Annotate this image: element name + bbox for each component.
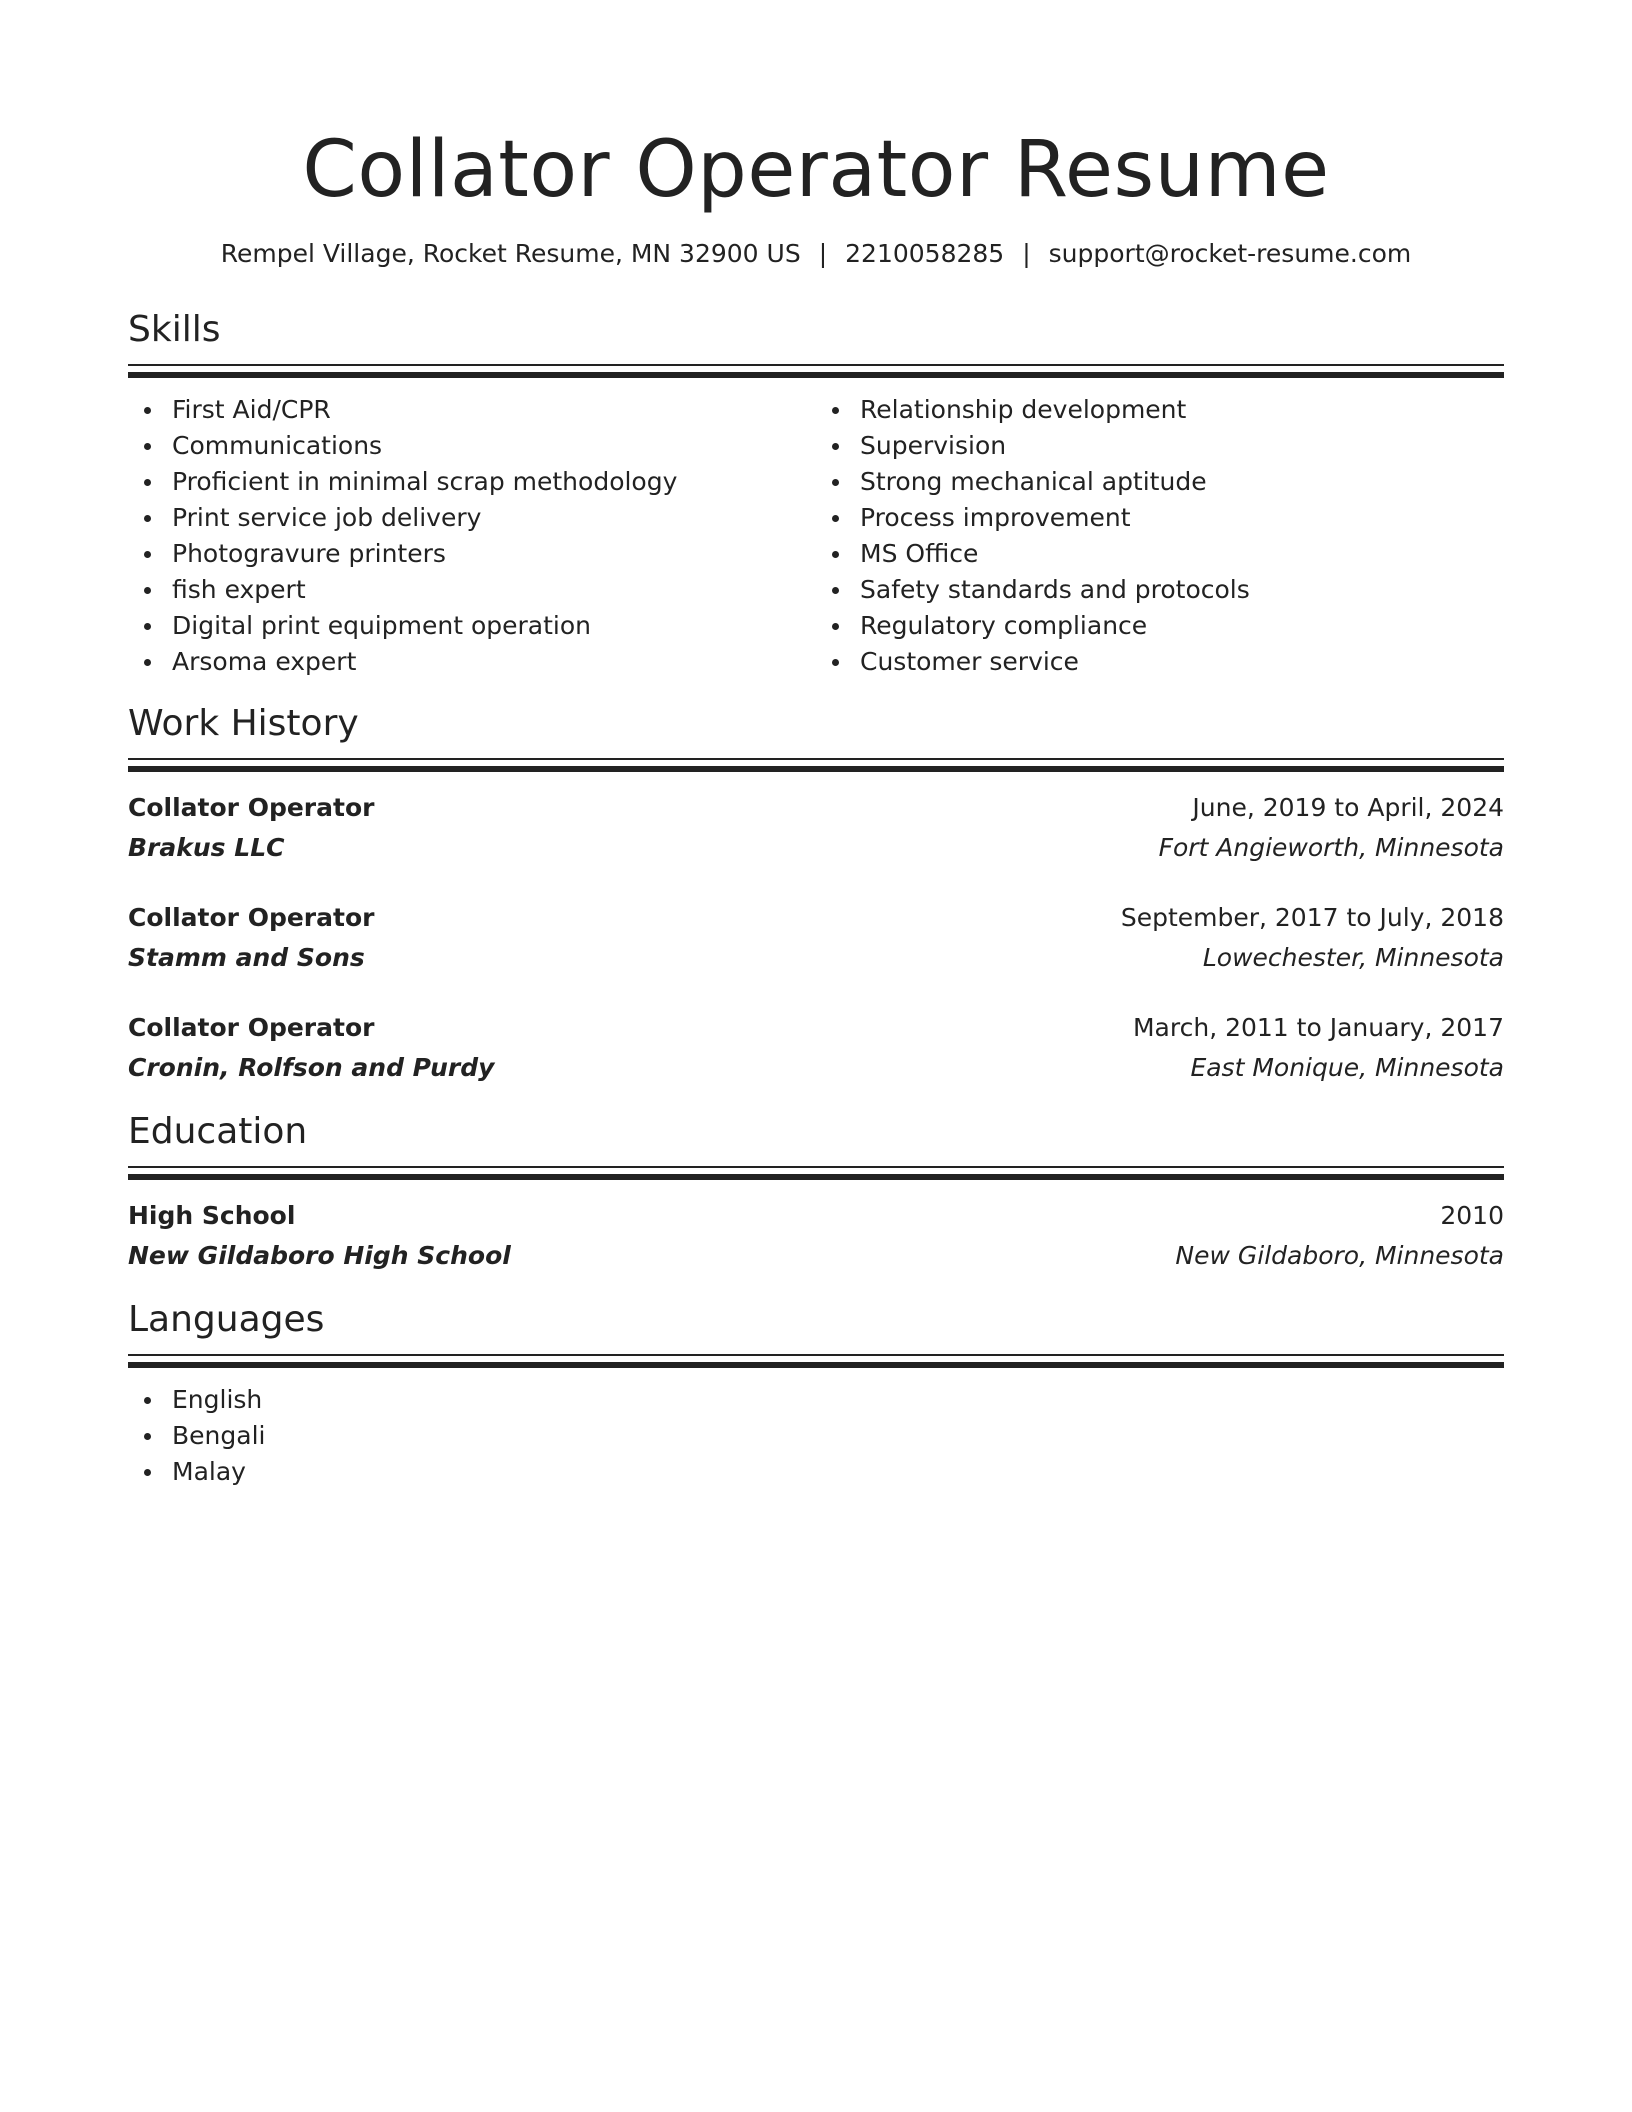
skill-item: Regulatory compliance <box>816 608 1504 644</box>
work-entry-bottom-row <box>128 1048 1504 1088</box>
skill-item: Customer service <box>816 644 1504 680</box>
languages-items <box>128 1382 1504 1490</box>
job-location: East Monique, Minnesota <box>1190 1053 1504 1082</box>
education-section <box>128 1110 1504 1276</box>
skill-item: First Aid/CPR <box>128 392 816 428</box>
work-entry <box>128 1008 1504 1088</box>
skill-item: Photogravure printers <box>128 536 816 572</box>
skill-item: Digital print equipment operation <box>128 608 816 644</box>
company-name: Stamm and Sons <box>128 943 365 972</box>
company-name: Cronin, Rolfson and Purdy <box>128 1053 495 1082</box>
graduation-year: 2010 <box>1440 1201 1504 1230</box>
skill-item: MS Office <box>816 536 1504 572</box>
language-item: Bengali <box>128 1418 1504 1454</box>
skill-item: Safety standards and protocols <box>816 572 1504 608</box>
languages-section <box>128 1298 1504 1490</box>
skill-item: Proficient in minimal scrap methodology <box>128 464 816 500</box>
job-dates: September, 2017 to July, 2018 <box>1120 903 1504 932</box>
job-title: Collator Operator <box>128 793 375 822</box>
work-entry <box>128 788 1504 868</box>
work-history-heading: Work History <box>128 703 359 744</box>
education-entries <box>128 1196 1504 1276</box>
job-location: Lowechester, Minnesota <box>1202 943 1504 972</box>
skill-item: fish expert <box>128 572 816 608</box>
skill-item: Process improvement <box>816 500 1504 536</box>
contact-separator: | <box>818 239 828 268</box>
skills-columns <box>128 392 1504 680</box>
contact-email[interactable]: support@rocket-resume.com <box>1048 239 1412 268</box>
work-entry-top-row <box>128 1008 1504 1048</box>
education-heading: Education <box>128 1111 308 1152</box>
skills-heading: Skills <box>128 309 221 350</box>
page-title: Collator Operator Resume <box>302 125 1330 215</box>
education-entry-top-row <box>128 1196 1504 1236</box>
job-title: Collator Operator <box>128 1013 375 1042</box>
skill-item: Supervision <box>816 428 1504 464</box>
skill-item: Print service job delivery <box>128 500 816 536</box>
skills-section <box>128 308 1504 680</box>
work-entry-top-row <box>128 788 1504 828</box>
company-name: Brakus LLC <box>128 833 285 862</box>
job-location: Fort Angieworth, Minnesota <box>1158 833 1504 862</box>
contact-separator: | <box>1022 239 1031 268</box>
job-title: Collator Operator <box>128 903 375 932</box>
skill-item: Strong mechanical aptitude <box>816 464 1504 500</box>
contact-line <box>128 238 1504 270</box>
languages-list <box>128 1382 1504 1490</box>
skills-column-right <box>816 392 1504 680</box>
skill-item: Arsoma expert <box>128 644 816 680</box>
languages-heading: Languages <box>128 1299 325 1340</box>
school-name: New Gildaboro High School <box>128 1241 511 1270</box>
education-entry-bottom-row <box>128 1236 1504 1276</box>
work-entry <box>128 898 1504 978</box>
section-divider <box>128 364 1504 378</box>
job-dates: June, 2019 to April, 2024 <box>1192 793 1504 822</box>
work-history-entries <box>128 788 1504 1088</box>
work-entry-top-row <box>128 898 1504 938</box>
contact-address: Rempel Village, Rocket Resume, MN 32900 US <box>220 239 801 268</box>
degree: High School <box>128 1201 296 1230</box>
skill-item: Communications <box>128 428 816 464</box>
language-item: English <box>128 1382 1504 1418</box>
contact-phone: 2210058285 <box>845 239 1005 268</box>
work-entry-bottom-row <box>128 828 1504 868</box>
education-entry <box>128 1196 1504 1276</box>
section-divider <box>128 1354 1504 1368</box>
language-item: Malay <box>128 1454 1504 1490</box>
section-divider <box>128 1166 1504 1180</box>
work-history-section <box>128 702 1504 1088</box>
section-divider <box>128 758 1504 772</box>
work-entry-bottom-row <box>128 938 1504 978</box>
school-location: New Gildaboro, Minnesota <box>1175 1241 1504 1270</box>
job-dates: March, 2011 to January, 2017 <box>1132 1013 1504 1042</box>
skill-item: Relationship development <box>816 392 1504 428</box>
skills-column-left <box>128 392 816 680</box>
